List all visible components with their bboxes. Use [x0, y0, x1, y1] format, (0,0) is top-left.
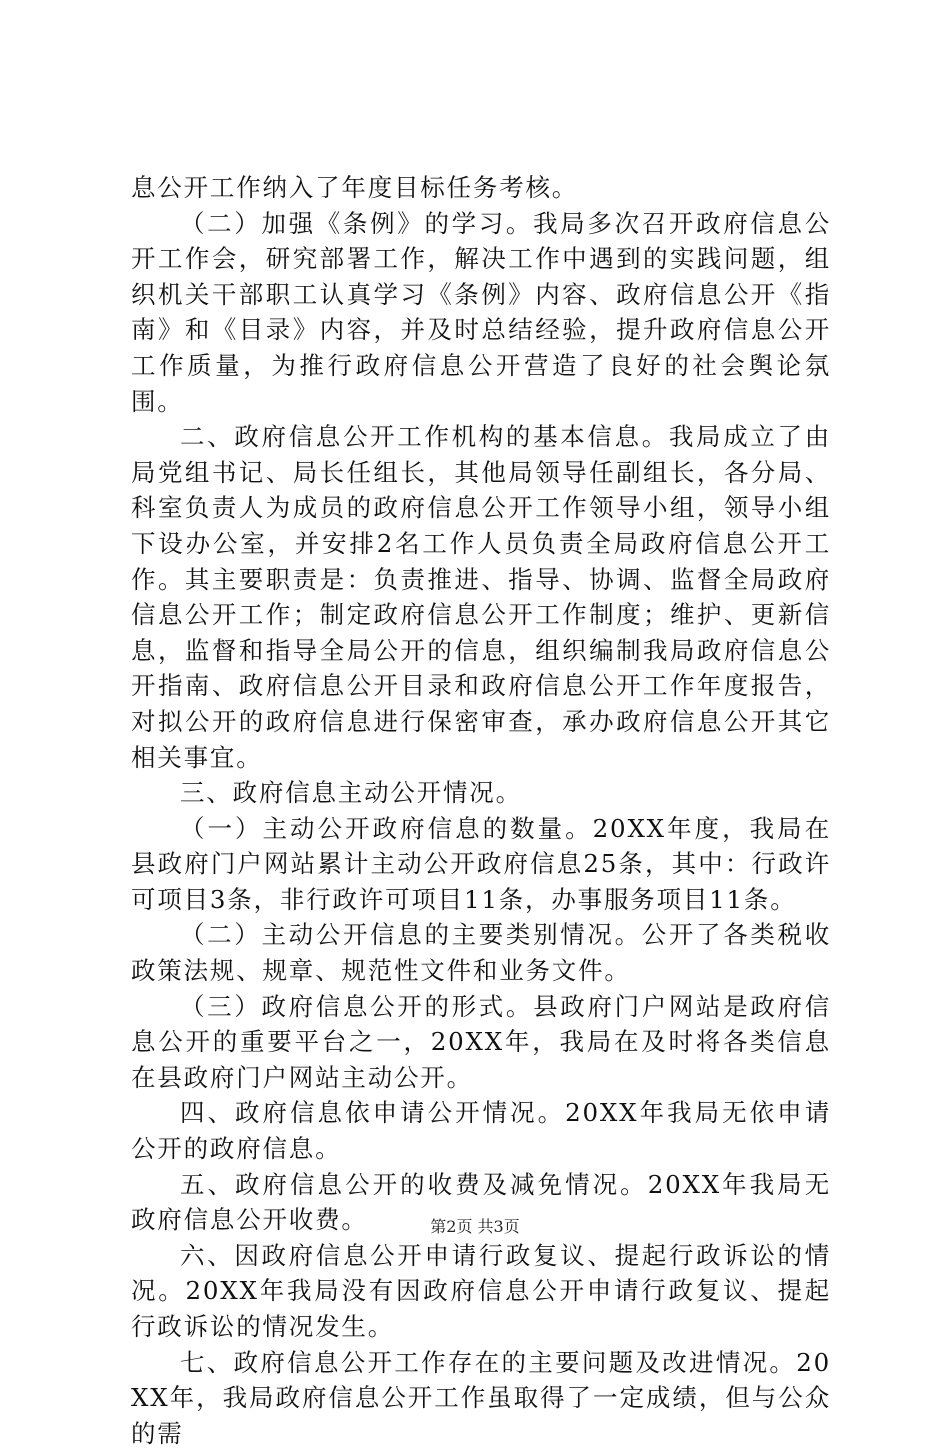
paragraph-section-four: 四、政府信息依申请公开情况。20XX年我局无依申请公开的政府信息。	[131, 1098, 831, 1164]
paragraph-section-three-heading: 三、政府信息主动公开情况。	[180, 778, 522, 808]
paragraph-disclosure-categories: （二）主动公开信息的主要类别情况。公开了各类税收政策法规、规章、规范性文件和业务文件。	[131, 920, 831, 986]
paragraph-section-two: 二、政府信息公开工作机构的基本信息。我局成立了由局党组书记、局长任组长，其他局领导任副组长，各分局、科室负责人为成员的政府信息公开工作领导小组，领导小组下设办公室，并安排2名工作人员负责全局政府信息公开工作。其主要职责是：负责推进、指导、协调、监督全局政府信息公开工作；制定政府信息公开工作制度；维护、更新信息，监督和指导全局公开的信息，组织编制我局政府信息公开指南、政府信息公开目录和政府信息公开工作年度报告，对拟公开的政府信息进行保密审查，承办政府信息公开其它相关事宜。	[131, 422, 831, 772]
paragraph-study-regulations: （二）加强《条例》的学习。我局多次召开政府信息公开工作会，研究部署工作，解决工作中遇到的实践问题，组织机关干部职工认真学习《条例》内容、政府信息公开《指南》和《目录》内容，并及时总结经验，提升政府信息公开工作质量，为推行政府信息公开营造了良好的社会舆论氛围。	[131, 208, 831, 416]
paragraph-section-five: 五、政府信息公开的收费及减免情况。20XX年我局无政府信息公开收费。	[131, 1169, 831, 1235]
paragraph-continuation: 息公开工作纳入了年度目标任务考核。	[131, 173, 579, 202]
paragraph-section-six: 六、因政府信息公开申请行政复议、提起行政诉讼的情况。20XX年我局没有因政府信息公开申请行政复议、提起行政诉讼的情况发生。	[131, 1240, 832, 1341]
paragraph-section-seven: 七、政府信息公开工作存在的主要问题及改进情况。20XX年，我局政府信息公开工作虽取得了一定成绩，但与公众的需	[131, 1347, 831, 1448]
document-body	[131, 170, 831, 1451]
paragraph-disclosure-count: （一）主动公开政府信息的数量。20XX年度，我局在县政府门户网站累计主动公开政府信息25条，其中：行政许可项目3条，非行政许可项目11条，办事服务项目11条。	[131, 813, 831, 914]
page-number-footer: 第2页 共3页	[430, 1217, 520, 1236]
paragraph-disclosure-form: （三）政府信息公开的形式。县政府门户网站是政府信息公开的重要平台之一，20XX年，我局在及时将各类信息在县政府门户网站主动公开。	[131, 991, 831, 1092]
